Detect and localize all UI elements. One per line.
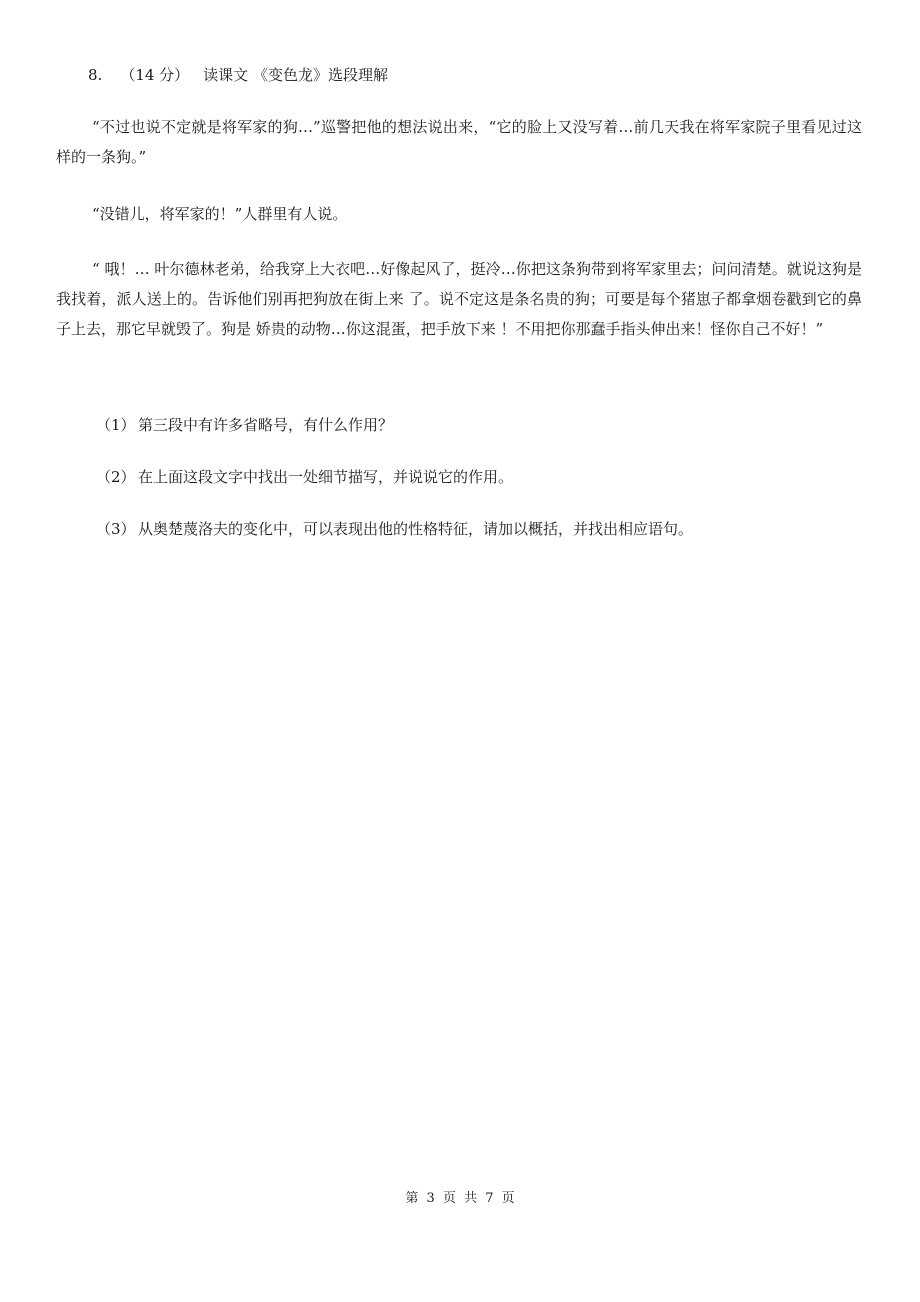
question-number: 8.	[88, 66, 103, 84]
sub-question-text: 第三段中有许多省略号，有什么作用？	[138, 416, 394, 434]
page-footer: 第 3 页 共 7 页	[405, 1191, 515, 1206]
question-instruction: 读课文 《变色龙》选段理解	[203, 66, 388, 84]
passage-paragraph-2: “没错儿，将军家的！”人群里有人说。	[92, 205, 348, 223]
sub-question-3	[96, 518, 693, 540]
question-header	[88, 64, 388, 86]
sub-question-text: 从奥楚蔑洛夫的变化中，可以表现出他的性格特征，请加以概括，并找出相应语句。	[138, 520, 694, 538]
passage-paragraph-1: “不过也说不定就是将军家的狗…”巡警把他的想法说出来，“它的脸上又没写着…前几天我在将军家院子里看见过这样的一条狗。”	[56, 118, 862, 166]
question-score: （14 分）	[120, 66, 190, 84]
sub-question-number: （1）	[96, 416, 136, 434]
sub-question-number: （2）	[96, 468, 136, 486]
sub-question-text: 在上面这段文字中找出一处细节描写，并说说它的作用。	[138, 468, 514, 486]
sub-question-1	[96, 414, 393, 436]
sub-question-2	[96, 466, 513, 488]
passage-paragraph-3: “ 哦！… 叶尔德林老弟，给我穿上大衣吧…好像起风了，挺冷…你把这条狗带到将军家里去；问问清楚。就说这狗是我找着，派人送上的。告诉他们别再把狗放在街上来 了。说不定这是条名贵的狗；可要是每个猪崽子都拿烟卷戳到它的鼻子上去，那它早就毁了。狗是 娇贵的动物…你这混蛋，把手放下来 ！不用把你那蠢手指头伸出来！怪你自己不好！”	[56, 260, 862, 338]
sub-question-number: （3）	[96, 520, 136, 538]
